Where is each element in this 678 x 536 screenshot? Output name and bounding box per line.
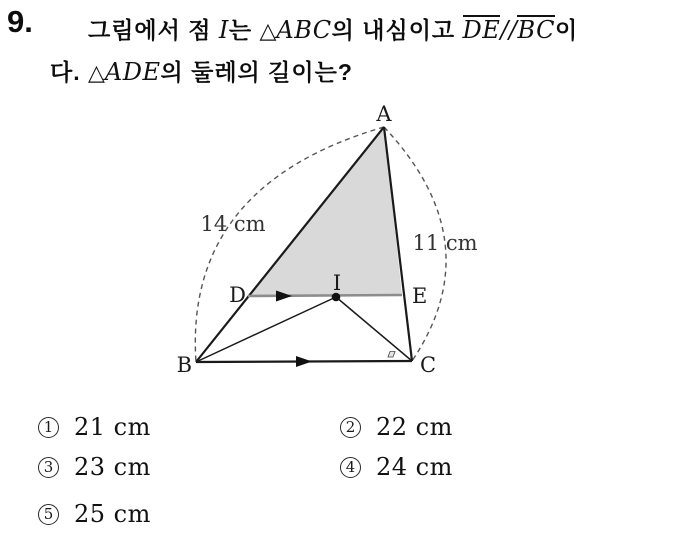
math-abc: ABC <box>276 16 332 44</box>
option-1-circle: 1 <box>38 417 59 438</box>
option-2-label: 22 cm <box>376 413 453 441</box>
bisector-ci <box>336 297 412 361</box>
overline-BC: BC <box>517 16 555 44</box>
overline-DE: DE <box>462 16 501 44</box>
parallel-arrow-bc <box>296 356 312 367</box>
option-1-label: 21 cm <box>74 413 151 441</box>
math-point-i: I <box>218 16 229 44</box>
vertex-label-e: E <box>412 284 428 308</box>
angle-mark-c <box>388 352 395 358</box>
label-ab-length: 14 cm <box>200 212 266 236</box>
option-2-circle: 2 <box>340 417 361 438</box>
question-text: 의 내심이고 <box>331 17 463 43</box>
segment-de <box>248 295 402 296</box>
option-1 <box>38 413 151 441</box>
triangle-ade-shade <box>248 127 402 296</box>
question-text: 는 <box>228 17 260 43</box>
question-number: 9. <box>7 4 33 39</box>
option-4 <box>340 453 453 481</box>
parallel-slashes: // <box>500 16 518 44</box>
vertex-label-a: A <box>376 102 392 126</box>
option-5-circle: 5 <box>38 504 59 525</box>
option-3-circle: 3 <box>38 457 59 478</box>
label-ac-length: 11 cm <box>412 231 478 255</box>
question-text: 그림에서 점 <box>88 17 219 43</box>
option-5-label: 25 cm <box>74 500 151 528</box>
option-3-label: 23 cm <box>74 453 151 481</box>
math-ade: ADE <box>104 58 161 86</box>
option-4-label: 24 cm <box>376 453 453 481</box>
incenter-label-i: I <box>332 271 342 295</box>
vertex-label-d: D <box>229 283 246 307</box>
option-5 <box>38 500 151 528</box>
option-3 <box>38 453 151 481</box>
vertex-label-c: C <box>420 353 437 377</box>
question-text: 다. <box>50 59 88 85</box>
option-4-circle: 4 <box>340 457 361 478</box>
bisector-bi <box>196 297 336 362</box>
option-2 <box>340 413 453 441</box>
question-text: 이 <box>554 17 579 43</box>
vertex-label-b: B <box>176 353 192 377</box>
question-text: 의 둘레의 길이는? <box>160 59 353 85</box>
triangle-symbol: △ <box>88 61 105 86</box>
triangle-symbol: △ <box>259 19 277 44</box>
